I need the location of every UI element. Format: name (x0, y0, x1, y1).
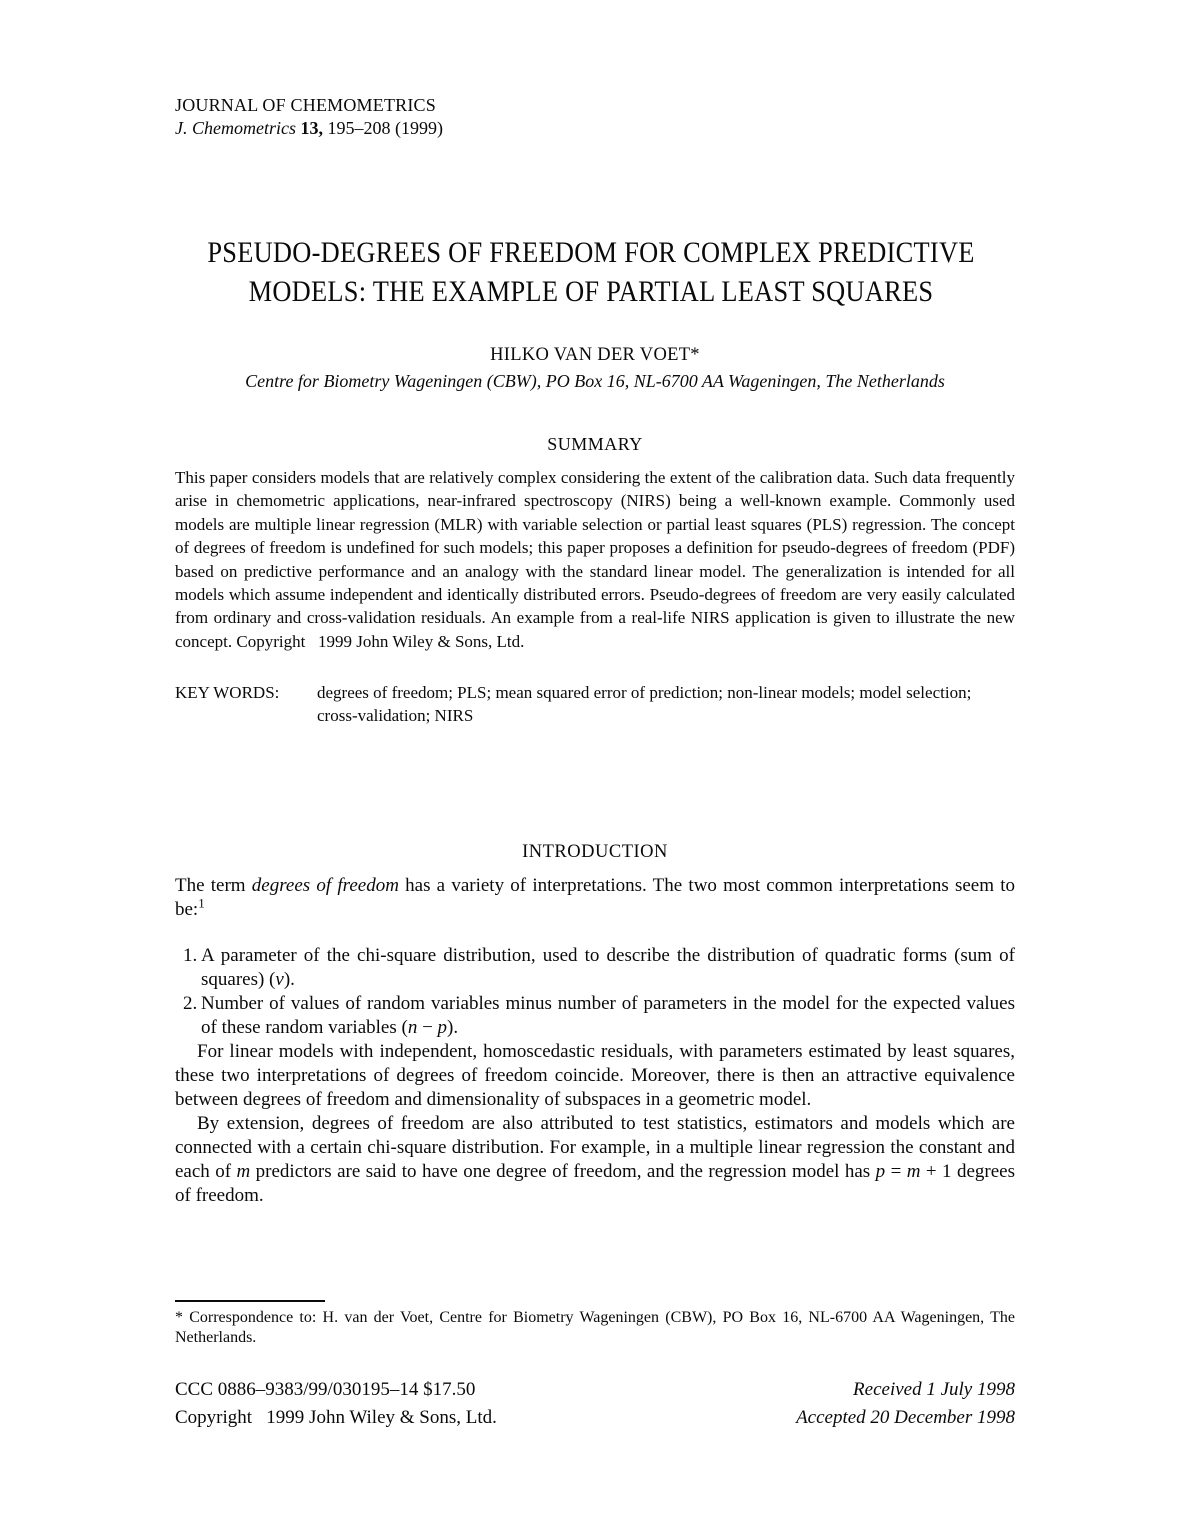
keywords-block (175, 682, 1015, 727)
author-affiliation: Centre for Biometry Wageningen (CBW), PO Box 16, NL-6700 AA Wageningen, The Netherlands (245, 371, 945, 391)
ccc-code-line: CCC 0886–9383/99/030195–14 $17.50 (175, 1379, 476, 1400)
keywords-text: degrees of freedom; PLS; mean squared error of prediction; non-linear models; model selection; cross-validation; NIRS (317, 683, 972, 725)
footnote-divider (175, 1300, 325, 1302)
footer-left (175, 1376, 497, 1431)
page-footer (175, 1376, 1015, 1431)
article-title-line-2: MODELS: THE EXAMPLE OF PARTIAL LEAST SQUARES (248, 275, 934, 308)
introduction-heading: INTRODUCTION (522, 842, 668, 862)
received-date: Received 1 July 1998 (853, 1379, 1015, 1400)
interpretations-list (175, 944, 1015, 1040)
introduction-paragraph-3: By extension, degrees of freedom are also attributed to test statistics, estimators and models which are connected with a certain chi-square distribution. For example, in a multiple linear regression the constant and each of m predictors are said to have one degree of freedom, and the regression model has p = m + 1 degrees of freedom. (175, 1113, 1016, 1206)
accepted-date: Accepted 20 December 1998 (796, 1406, 1015, 1428)
journal-header (175, 94, 1015, 140)
introduction-body (175, 874, 1015, 1208)
journal-name: JOURNAL OF CHEMOMETRICS (175, 95, 436, 115)
correspondence-footnote: * Correspondence to: H. van der Voet, Centre for Biometry Wageningen (CBW), PO Box 16, NL-6700 AA Wageningen, The Netherlands. (175, 1309, 1015, 1346)
summary-text: This paper considers models that are relatively complex considering the extent of the calibration data. Such data frequently arise in chemometric applications, near-infrared spectroscopy (NIRS) being a well-known example. Commonly used models are multiple linear regression (MLR) with variable selection or partial least squares (PLS) regression. The concept of degrees of freedom is undefined for such models; this paper proposes a definition for pseudo-degrees of freedom (PDF) based on predictive performance and an analogy with the standard linear model. The generalization is intended for all models which assume independent and identically distributed errors. Pseudo-degrees of freedom are very easily calculated from ordinary and cross-validation residuals. An example from a real-life NIRS application is given to illustrate the new concept. Copyright 1999 John Wiley & Sons, Ltd. (175, 468, 1015, 651)
copyright-line: Copyright 1999 John Wiley & Sons, Ltd. (175, 1406, 497, 1428)
list-item-text: A parameter of the chi-square distribution, used to describe the distribution of quadratic forms (sum of squares) (ν). (201, 945, 1015, 990)
list-item-text: Number of values of random variables minus number of parameters in the model for the expected values of these random variables (n − p). (201, 993, 1015, 1038)
journal-citation: J. Chemometrics 13, 195–208 (1999) (175, 118, 443, 138)
list-item (175, 944, 1015, 992)
article-title-line-1: PSEUDO-DEGREES OF FREEDOM FOR COMPLEX PREDICTIVE (207, 236, 975, 269)
author-name: HILKO VAN DER VOET* (490, 345, 700, 365)
introduction-paragraph-2: For linear models with independent, homoscedastic residuals, with parameters estimated by least squares, these two interpretations of degrees of freedom coincide. Moreover, there is then an attractive equivalence between degrees of freedom and dimensionality of subspaces in a geometric model. (175, 1041, 1015, 1110)
footer-right (796, 1376, 1015, 1431)
keywords-label: KEY WORDS: (175, 683, 280, 702)
list-item-number: 2. (183, 993, 198, 1014)
article-title (0, 233, 1182, 311)
summary-heading: SUMMARY (547, 434, 643, 454)
list-item (175, 992, 1015, 1040)
list-item-number: 1. (183, 945, 198, 966)
introduction-paragraph-1: The term degrees of freedom has a variety of interpretations. The two most common interpretations seem to be:$^1$ (175, 875, 1015, 920)
